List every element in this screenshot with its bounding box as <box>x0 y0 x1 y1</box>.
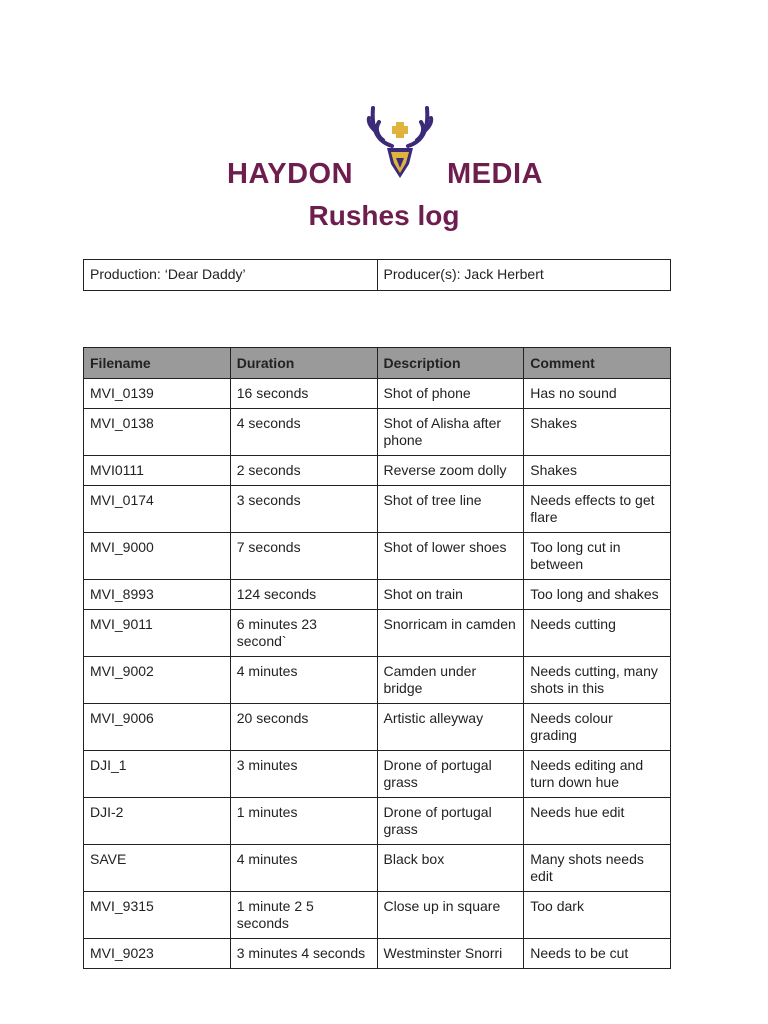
filename-cell: MVI_9315 <box>84 892 231 939</box>
column-header-comment: Comment <box>524 348 671 379</box>
comment-cell: Needs editing and turn down hue <box>524 751 671 798</box>
comment-cell: Shakes <box>524 456 671 486</box>
duration-cell: 4 minutes <box>230 657 377 704</box>
table-row <box>84 798 671 845</box>
table-row <box>84 892 671 939</box>
producer-cell: Producer(s): Jack Herbert <box>377 260 671 291</box>
duration-cell: 7 seconds <box>230 533 377 580</box>
comment-cell: Has no sound <box>524 379 671 409</box>
comment-cell: Needs cutting <box>524 610 671 657</box>
brand-name-right: MEDIA <box>447 158 543 190</box>
production-info-table <box>83 259 671 291</box>
description-cell: Snorricam in camden <box>377 610 524 657</box>
table-row <box>84 939 671 969</box>
description-cell: Drone of portugal grass <box>377 751 524 798</box>
table-row <box>84 610 671 657</box>
comment-cell: Needs cutting, many shots in this <box>524 657 671 704</box>
description-cell: Reverse zoom dolly <box>377 456 524 486</box>
column-header-duration: Duration <box>230 348 377 379</box>
duration-cell: 1 minutes <box>230 798 377 845</box>
filename-cell: MVI_8993 <box>84 580 231 610</box>
filename-cell: MVI_0138 <box>84 409 231 456</box>
stag-head-icon <box>365 102 435 186</box>
table-row <box>84 657 671 704</box>
duration-cell: 3 seconds <box>230 486 377 533</box>
comment-cell: Shakes <box>524 409 671 456</box>
column-header-filename: Filename <box>84 348 231 379</box>
comment-cell: Needs colour grading <box>524 704 671 751</box>
description-cell: Artistic alleyway <box>377 704 524 751</box>
filename-cell: MVI_9006 <box>84 704 231 751</box>
filename-cell: DJI-2 <box>84 798 231 845</box>
description-cell: Shot on train <box>377 580 524 610</box>
table-header-row <box>84 348 671 379</box>
table-row <box>84 260 671 291</box>
table-row <box>84 845 671 892</box>
duration-cell: 6 minutes 23 second` <box>230 610 377 657</box>
comment-cell: Too long cut in between <box>524 533 671 580</box>
table-row <box>84 456 671 486</box>
production-cell: Production: ‘Dear Daddy’ <box>84 260 378 291</box>
duration-cell: 3 minutes <box>230 751 377 798</box>
filename-cell: MVI_9011 <box>84 610 231 657</box>
filename-cell: SAVE <box>84 845 231 892</box>
duration-cell: 16 seconds <box>230 379 377 409</box>
filename-cell: MVI_9000 <box>84 533 231 580</box>
duration-cell: 4 seconds <box>230 409 377 456</box>
description-cell: Shot of Alisha after phone <box>377 409 524 456</box>
description-cell: Camden under bridge <box>377 657 524 704</box>
table-row <box>84 379 671 409</box>
filename-cell: MVI0111 <box>84 456 231 486</box>
duration-cell: 1 minute 2 5 seconds <box>230 892 377 939</box>
comment-cell: Too long and shakes <box>524 580 671 610</box>
filename-cell: MVI_0139 <box>84 379 231 409</box>
page-title: Rushes log <box>308 200 460 231</box>
table-row <box>84 751 671 798</box>
filename-cell: MVI_9002 <box>84 657 231 704</box>
duration-cell: 4 minutes <box>230 845 377 892</box>
document-header <box>0 100 768 245</box>
table-row <box>84 533 671 580</box>
column-header-description: Description <box>377 348 524 379</box>
filename-cell: MVI_9023 <box>84 939 231 969</box>
comment-cell: Needs effects to get flare <box>524 486 671 533</box>
filename-cell: DJI_1 <box>84 751 231 798</box>
comment-cell: Needs to be cut <box>524 939 671 969</box>
description-cell: Close up in square <box>377 892 524 939</box>
table-row <box>84 486 671 533</box>
comment-cell: Needs hue edit <box>524 798 671 845</box>
log-body <box>84 379 671 969</box>
comment-cell: Too dark <box>524 892 671 939</box>
rushes-log-table <box>83 347 671 969</box>
description-cell: Black box <box>377 845 524 892</box>
table-row <box>84 580 671 610</box>
brand-name-left: HAYDON <box>227 158 354 190</box>
description-cell: Shot of phone <box>377 379 524 409</box>
duration-cell: 124 seconds <box>230 580 377 610</box>
description-cell: Westminster Snorri <box>377 939 524 969</box>
description-cell: Shot of tree line <box>377 486 524 533</box>
duration-cell: 20 seconds <box>230 704 377 751</box>
description-cell: Drone of portugal grass <box>377 798 524 845</box>
table-row <box>84 409 671 456</box>
table-row <box>84 704 671 751</box>
comment-cell: Many shots needs edit <box>524 845 671 892</box>
description-cell: Shot of lower shoes <box>377 533 524 580</box>
filename-cell: MVI_0174 <box>84 486 231 533</box>
duration-cell: 2 seconds <box>230 456 377 486</box>
duration-cell: 3 minutes 4 seconds <box>230 939 377 969</box>
